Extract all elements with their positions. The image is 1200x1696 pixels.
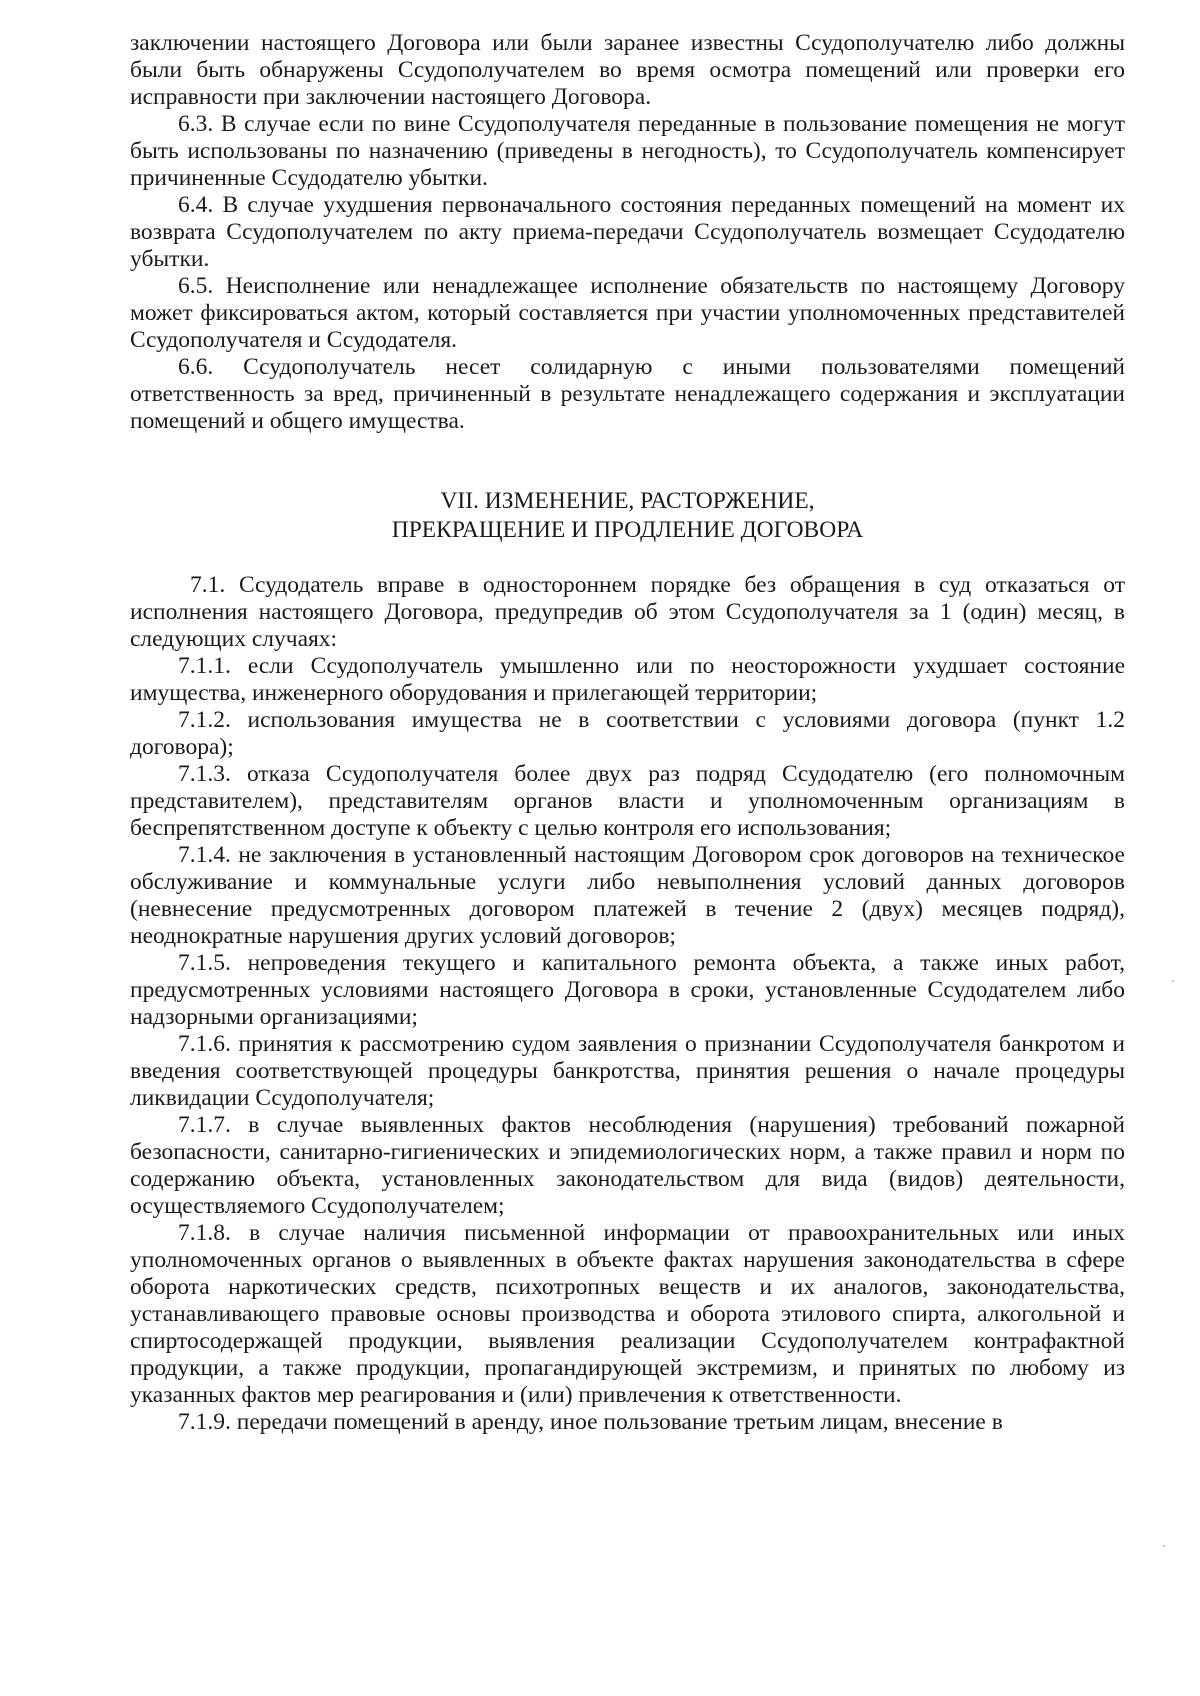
paragraph-7-1-2: 7.1.2. использования имущества не в соответствии с условиями договора (пункт 1.2 договора); bbox=[130, 707, 1125, 760]
scan-speck bbox=[1172, 980, 1174, 982]
paragraph-7-1-8: 7.1.8. в случае наличия письменной информации от правоохранительных или иных уполномоченных органов о выявленных в объекте фактах нарушения законодательства в сфере оборота наркотических средств, психотропных веществ и их аналогов, законодательства, устанавливающего правовые основы производства и оборота этилового спирта, алкогольной и спиртосодержащей продукции, выявления реализации Ссудополучателем контрафактной продукции, а также продукции, пропагандирующей экстремизм, и принятых по любому из указанных фактов мер реагирования и (или) привлечения к ответственности. bbox=[130, 1220, 1125, 1408]
paragraph-7-1-6: 7.1.6. принятия к рассмотрению судом заявления о признании Ссудополучателя банкротом и введения соответствующей процедуры банкротства, принятия решения о начале процедуры ликвидации Ссудополучателя; bbox=[130, 1031, 1125, 1111]
paragraph-7-1-7: 7.1.7. в случае выявленных фактов несоблюдения (нарушения) требований пожарной безопасности, санитарно-гигиенических и эпидемиологических норм, а также правил и норм по содержанию объекта, установленных законодательством для вида (видов) деятельности, осуществляемого Ссудополучателем; bbox=[130, 1112, 1125, 1219]
paragraph-7-1-4: 7.1.4. не заключения в установленный настоящим Договором срок договоров на техническое обслуживание и коммунальные услуги либо невыполнения условий данных договоров (невнесение предусмотренных договором платежей в течение 2 (двух) месяцев подряд), неоднократные нарушения других условий договоров; bbox=[130, 842, 1125, 949]
paragraph-7-1: 7.1. Ссудодатель вправе в одностороннем порядке без обращения в суд отказаться от исполнения настоящего Договора, предупредив об этом Ссудополучателя за 1 (один) месяц, в следующих случаях: bbox=[130, 572, 1125, 652]
paragraph-7-1-3: 7.1.3. отказа Ссудополучателя более двух раз подряд Ссудодателю (его полномочным представителем), представителям органов власти и уполномоченным организациям в беспрепятственном доступе к объекту с целью контроля его использования; bbox=[130, 761, 1125, 841]
paragraph-6-4: 6.4. В случае ухудшения первоначального состояния переданных помещений на момент их возврата Ссудополучателем по акту приема-передачи Ссудополучатель возмещает Ссудодателю убытки. bbox=[130, 192, 1125, 272]
section-heading-line-1: VII. ИЗМЕНЕНИЕ, РАСТОРЖЕНИЕ, bbox=[440, 488, 815, 514]
paragraph-6-3: 6.3. В случае если по вине Ссудополучателя переданные в пользование помещения не могут быть использованы по назначению (приведены в негодность), то Ссудополучатель компенсирует причиненные Ссудодателю убытки. bbox=[130, 111, 1125, 191]
paragraph-7-1-9: 7.1.9. передачи помещений в аренду, иное пользование третьим лицам, внесение в bbox=[178, 1409, 1003, 1435]
section-heading-line-2: ПРЕКРАЩЕНИЕ И ПРОДЛЕНИЕ ДОГОВОРА bbox=[391, 517, 864, 543]
paragraph-7-1-1: 7.1.1. если Ссудополучатель умышленно или по неосторожности ухудшает состояние имущества, инженерного оборудования и прилегающей территории; bbox=[130, 653, 1125, 706]
paragraph-6-6: 6.6. Ссудополучатель несет солидарную с иными пользователями помещений ответственность за вред, причиненный в результате ненадлежащего содержания и эксплуатации помещений и общего имущества. bbox=[130, 354, 1125, 434]
scan-speck bbox=[1163, 1545, 1165, 1547]
paragraph-6-5: 6.5. Неисполнение или ненадлежащее исполнение обязательств по настоящему Договору может фиксироваться актом, который составляется при участии уполномоченных представителей Ссудополучателя и Ссудодателя. bbox=[130, 273, 1125, 353]
section-heading bbox=[130, 487, 1125, 545]
paragraph-7-1-5: 7.1.5. непроведения текущего и капитального ремонта объекта, а также иных работ, предусмотренных условиями настоящего Договора в сроки, установленные Ссудодателем либо надзорными организациями; bbox=[130, 950, 1125, 1030]
document-page bbox=[130, 30, 1125, 1436]
paragraph-continuation: заключении настоящего Договора или были заранее известны Ссудополучателю либо должны были быть обнаружены Ссудополучателем во время осмотра помещений или проверки его исправности при заключении настоящего Договора. bbox=[130, 30, 1125, 110]
